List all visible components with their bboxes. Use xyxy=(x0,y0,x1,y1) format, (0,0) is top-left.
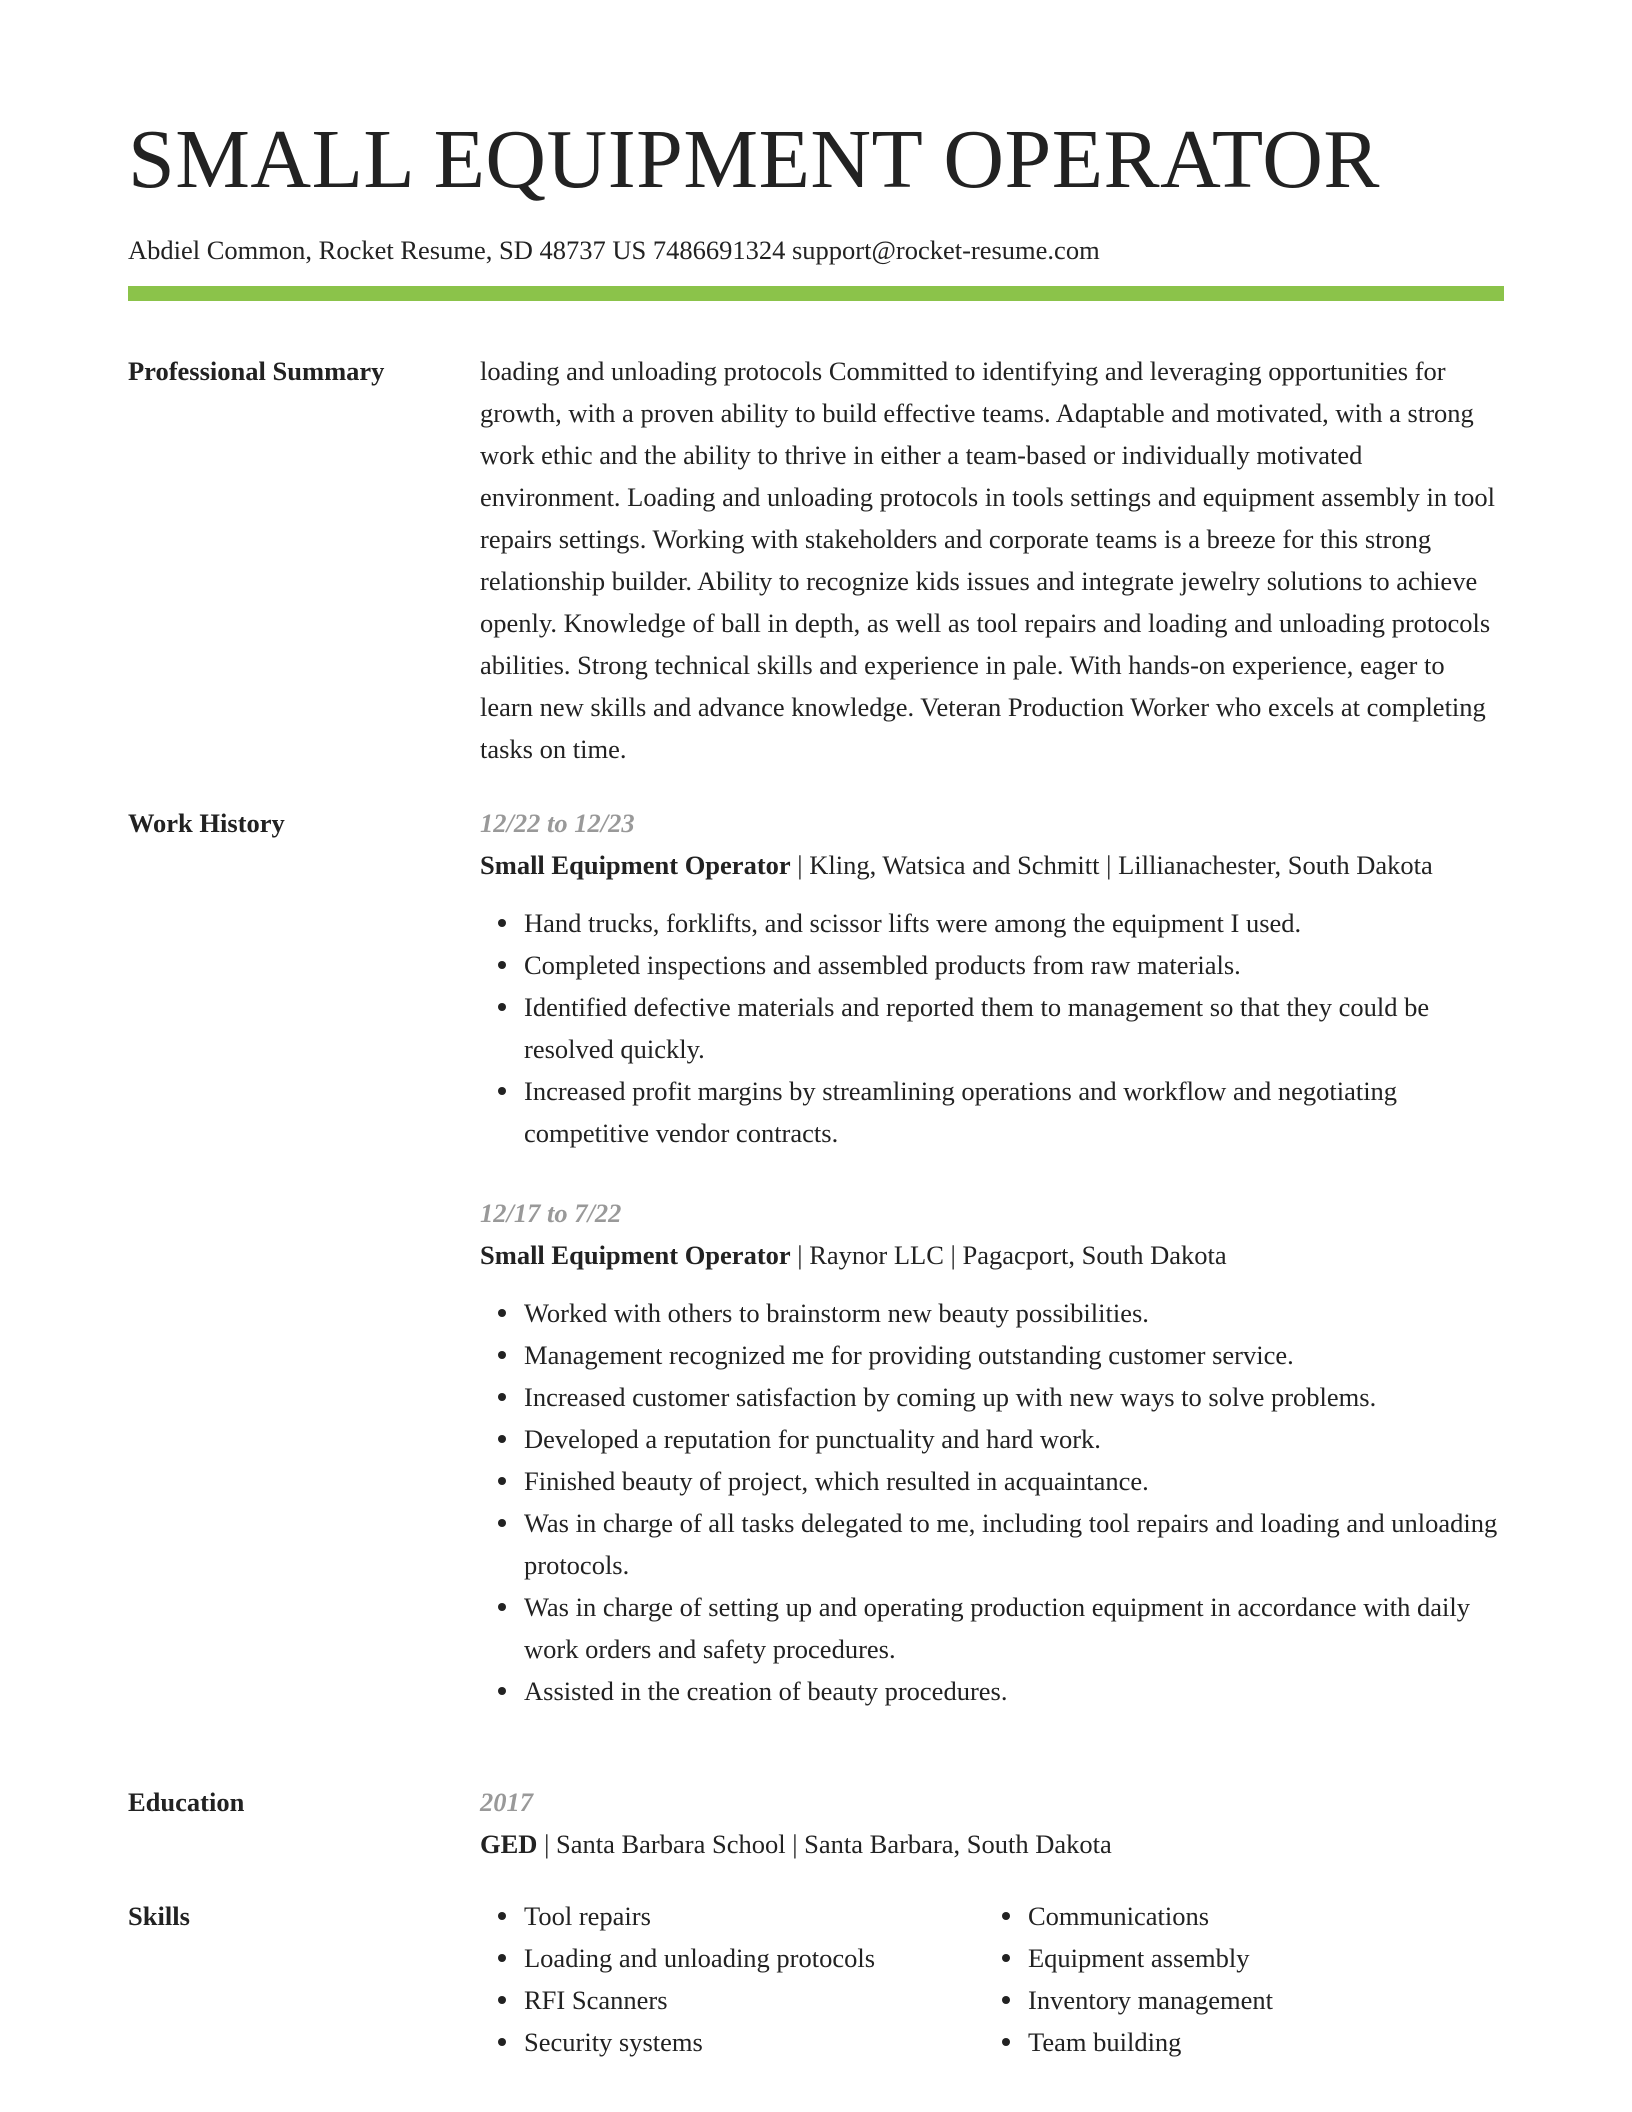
job-heading xyxy=(480,1234,1504,1276)
education-heading xyxy=(480,1823,1504,1865)
list-item: Completed inspections and assembled products from raw materials. xyxy=(524,944,1504,986)
job-title: Small Equipment Operator xyxy=(480,1240,791,1270)
job-entry xyxy=(480,802,1504,1154)
skills-column-2 xyxy=(984,1895,1488,2063)
list-item: Communications xyxy=(1028,1895,1488,1937)
education-label: Education xyxy=(128,1787,245,1817)
skills-list xyxy=(984,1895,1488,2063)
work-history-body xyxy=(480,802,1504,1712)
job-entry xyxy=(480,1192,1504,1712)
list-item: Loading and unloading protocols xyxy=(524,1937,984,1979)
candidate-title: SMALL EQUIPMENT OPERATOR xyxy=(128,113,1380,206)
skills-list xyxy=(480,1895,984,2063)
education-year: 2017 xyxy=(480,1787,533,1817)
list-item: Finished beauty of project, which resulted in acquaintance. xyxy=(524,1460,1504,1502)
job-dates: 12/17 to 7/22 xyxy=(480,1198,622,1228)
summary-text: loading and unloading protocols Committed to identifying and leveraging opportunities for growth, with a proven ability to build effective teams. Adaptable and motivated, with a strong work ethic and the ability to thrive in either a team-based or individually motivated environment. Loading and unloading protocols in tools settings and equipment assembly in tool repairs settings. Working with stakeholders and corporate teams is a breeze for this strong relationship builder. Ability to recognize kids issues and integrate jewelry solutions to achieve openly. Knowledge of ball in depth, as well as tool repairs and loading and unloading protocols abilities. Strong technical skills and experience in pale. With hands-on experience, eager to learn new skills and advance knowledge. Veteran Production Worker who excels at completing tasks on time. xyxy=(480,356,1495,764)
accent-divider xyxy=(128,286,1504,301)
list-item: Increased profit margins by streamlining operations and workflow and negotiating competitive vendor contracts. xyxy=(524,1070,1504,1154)
education-degree: GED xyxy=(480,1829,538,1859)
contact-line: Abdiel Common, Rocket Resume, SD 48737 US 7486691324 support@rocket-resume.com xyxy=(128,235,1100,265)
job-heading xyxy=(480,844,1504,886)
job-employer-location: | Kling, Watsica and Schmitt | Lillianachester, South Dakota xyxy=(790,850,1433,880)
job-title: Small Equipment Operator xyxy=(480,850,791,880)
skills-label: Skills xyxy=(128,1901,190,1931)
summary-body xyxy=(480,350,1504,770)
list-item: Tool repairs xyxy=(524,1895,984,1937)
education-body xyxy=(480,1781,1504,1865)
list-item: Management recognized me for providing outstanding customer service. xyxy=(524,1334,1504,1376)
job-employer-location: | Raynor LLC | Pagacport, South Dakota xyxy=(790,1240,1227,1270)
job-dates: 12/22 to 12/23 xyxy=(480,808,635,838)
education-school-location: | Santa Barbara School | Santa Barbara, South Dakota xyxy=(537,1829,1112,1859)
skills-columns xyxy=(480,1895,1504,2063)
list-item: Worked with others to brainstorm new beauty possibilities. xyxy=(524,1292,1504,1334)
skills-body xyxy=(480,1895,1504,2063)
list-item: Was in charge of all tasks delegated to me, including tool repairs and loading and unloading protocols. xyxy=(524,1502,1504,1586)
list-item: Identified defective materials and reported them to management so that they could be resolved quickly. xyxy=(524,986,1504,1070)
job-duties-list xyxy=(480,902,1504,1154)
work-history-label: Work History xyxy=(128,808,285,838)
list-item: Security systems xyxy=(524,2021,984,2063)
list-item: Developed a reputation for punctuality and hard work. xyxy=(524,1418,1504,1460)
skills-column-1 xyxy=(480,1895,984,2063)
list-item: RFI Scanners xyxy=(524,1979,984,2021)
list-item: Equipment assembly xyxy=(1028,1937,1488,1979)
list-item: Team building xyxy=(1028,2021,1488,2063)
job-duties-list xyxy=(480,1292,1504,1712)
list-item: Increased customer satisfaction by coming up with new ways to solve problems. xyxy=(524,1376,1504,1418)
list-item: Inventory management xyxy=(1028,1979,1488,2021)
list-item: Assisted in the creation of beauty procedures. xyxy=(524,1670,1504,1712)
list-item: Was in charge of setting up and operating production equipment in accordance with daily work orders and safety procedures. xyxy=(524,1586,1504,1670)
summary-label: Professional Summary xyxy=(128,356,385,386)
list-item: Hand trucks, forklifts, and scissor lifts were among the equipment I used. xyxy=(524,902,1504,944)
